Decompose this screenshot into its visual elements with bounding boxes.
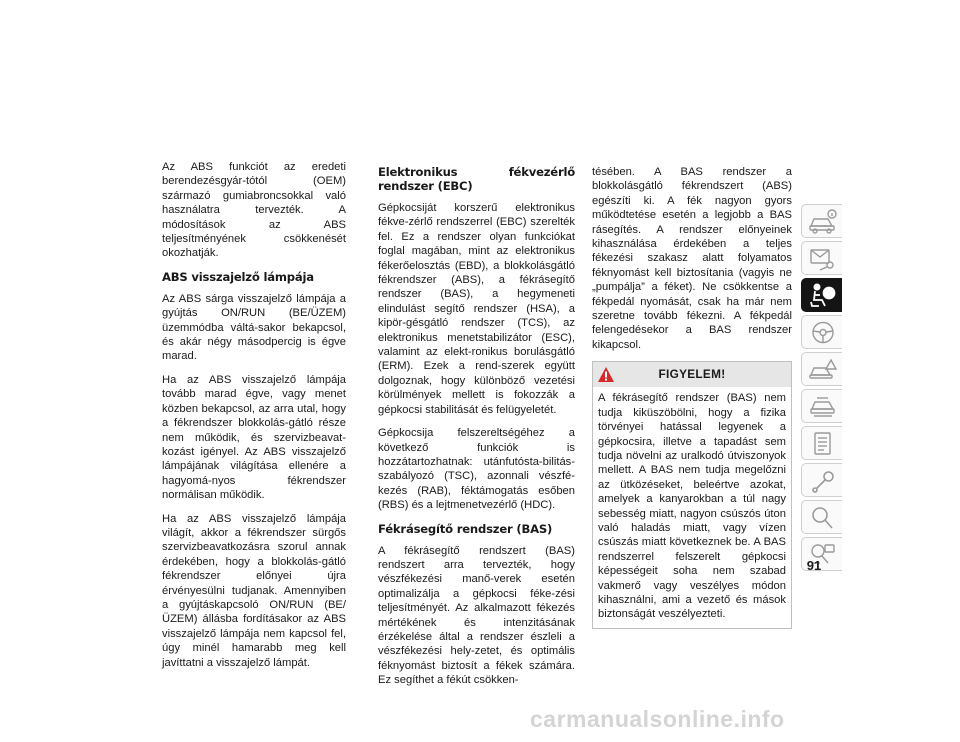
warning-text: A fékrásegítő rendszer (BAS) nem tudja kiküszöbölni, hogy a fizika törvényei hatással legyenek a gépkocsira, illetve a tapadást sem tudja növelni az uralkodó útviszonyok mellett. A BAS nem tudja megelőzni az ütközéseket, beleértve azokat, amelyek a kanyarokban a túl nagy sebesség miatt, nagyon csúszós úton való haladás miatt, vagy vízen csúszás miatt következnek be. A BAS rendszerrel felszerelt gépkocsi képességeit soha nem szabad vakmerő vagy veszélyes módon kihasználni, ami a vezető és mások biztonságát veszélyezteti. bbox=[598, 392, 786, 621]
car-service-icon bbox=[808, 393, 838, 420]
car-hazard-icon bbox=[808, 356, 838, 383]
warning-triangle-icon bbox=[597, 366, 615, 383]
paragraph: tésében. A BAS rendszer a blokkolásgátló fékrendszert (ABS) egészíti ki. A fék nagyon gyors működtetése esetén a legjobb a BAS rásegítés. A rendszer előnyeinek kihasználása érdekében a teljes fékezési szakasz alatt folyamatos féknyomást kell biztosítania (vagyis ne „pumpálja” a féket). Ne csökkentse a fékpedál nyomását, csak ha már nem szeretne tovább fékezni. A fékpedál felengedésekor a BAS rendszer kikapcsol. bbox=[592, 166, 792, 351]
car-info-icon bbox=[808, 208, 838, 235]
envelope-keys-icon bbox=[808, 245, 838, 272]
section-heading-bas: Fékrásegítő rendszer (BAS) bbox=[378, 521, 553, 536]
column-middle bbox=[378, 165, 575, 697]
warning-box bbox=[592, 361, 792, 629]
warning-title: FIGYELEM! bbox=[658, 367, 726, 382]
column-left bbox=[162, 160, 346, 679]
paragraph: Ha az ABS visszajelző lámpája tovább marad égve, vagy menet közben bekapcsol, az arra utal, hogy a fékrendszer blokkolás-gátló része nem működik, és szervizbeavat-kozást igényel. Az ABS visszajelző lámpájának világítása ellenére a hagyomá-nyos fékrendszer normálisan működik. bbox=[162, 373, 346, 502]
paragraph: Az ABS funkciót az eredeti berendezésgyár-tótól (OEM) származó gumiabroncsokkal való használatra tervezték. A módosítások az ABS teljesítményének csökkenését okozhatják. bbox=[162, 161, 346, 260]
tab-safety[interactable] bbox=[801, 278, 842, 312]
chapter-tabs bbox=[801, 204, 843, 574]
paragraph: Az ABS sárga visszajelző lámpája a gyújtás ON/RUN (BE/ÜZEM) üzemmódba váltá-sakor bekapcsol, és akár négy másodpercig is égve marad. bbox=[162, 292, 346, 363]
steering-wheel-icon bbox=[808, 319, 838, 346]
airbag-seat-icon bbox=[808, 282, 838, 309]
tab-technical[interactable] bbox=[801, 463, 842, 497]
section-heading-abs-lamp: ABS visszajelző lámpája bbox=[162, 269, 314, 284]
tab-index[interactable] bbox=[801, 500, 842, 534]
tab-car-info[interactable] bbox=[801, 204, 842, 238]
section-heading-ebc: Elektronikus fékvezérlő rendszer (EBC) bbox=[378, 165, 575, 193]
tab-keys[interactable] bbox=[801, 241, 842, 275]
warning-header bbox=[593, 362, 791, 387]
tab-maintenance[interactable] bbox=[801, 426, 842, 460]
column-right bbox=[592, 165, 792, 629]
tab-service[interactable] bbox=[801, 389, 842, 423]
paragraph: A fékrásegítő rendszert (BAS) rendszert arra tervezték, hogy vészfékezési manő-verek esetén optimalizálja a gépkocsi féke-zési teljesítményét. Az alkalmazott fékezés mértékének és intenzitásának érzékelése által a rendszer észleli a vészfékezési hely-zetet, és optimális féknyomást biztosít a fékek számára. Ez segíthet a fékút csökken- bbox=[378, 544, 575, 687]
search-icon bbox=[808, 504, 838, 531]
watermark: carmanualsonline.info bbox=[530, 706, 785, 732]
tab-emergency[interactable] bbox=[801, 352, 842, 386]
paragraph: Gépkocsija felszereltségéhez a következő funkciók is hozzátartozhatnak: utánfutósta-bilitás-szabályozó (TSC), azonnali vészfé-kezés (RAB), féktámogatás esőben (RBS) és a lejtmenetvezérlő (HDC). bbox=[378, 427, 575, 512]
wrench-icon bbox=[808, 467, 838, 494]
page-number: 91 bbox=[806, 558, 822, 573]
tab-driving[interactable] bbox=[801, 315, 842, 349]
paragraph: Gépkocsiját korszerű elektronikus fékve-zérlő rendszerrel (EBC) szerelték fel. Ez a rendszer olyan funkciókat foglal magában, mint az elektronikus fékerőelosztás (EBD), a blokkolásgátló fékrendszer (ABS), a fékrásegítő rendszer (BAS), a hegymeneti elindulást segítő rendszer (HSA), a kipör-gésgátló rendszer (TCS), az elektronikus menetstabilizátor (ESC), valamint az elekt-ronikus borulásgátló (ERM). Ezek a rend-szerek együtt dolgoznak, hogy különböző vezetési körülmények mellett is fokozzák a gépkocsi stabilitását és felügyeletét. bbox=[378, 202, 575, 416]
maintenance-schedule-icon bbox=[808, 430, 838, 457]
paragraph: Ha az ABS visszajelző lámpája világít, akkor a fékrendszer sürgős szervizbeavatkozásra szorul annak érdekében, hogy a blokkolás-gátló fékrendszer előnyei újra érvényesülni tudjanak. Amennyiben a gyújtáskapcsoló ON/RUN (BE/ÜZEM) állásba fordításakor az ABS visszajelző lámpája nem kapcsol fel, úgy minél hamarabb meg kell javíttatni a visszajelző lámpát. bbox=[162, 512, 346, 669]
